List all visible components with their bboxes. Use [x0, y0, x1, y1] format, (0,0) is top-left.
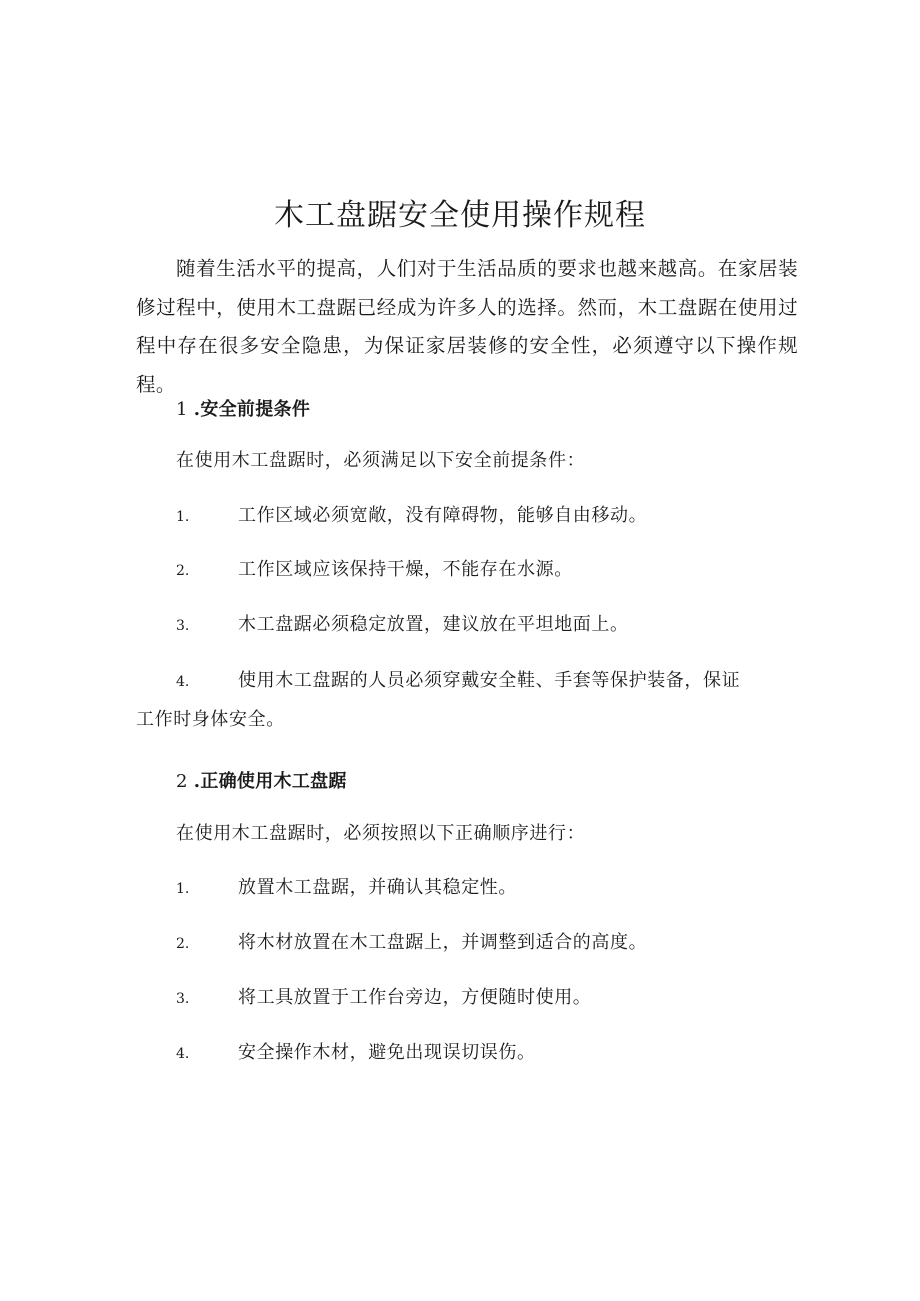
list-item-text: 工作区域必须宽敞，没有障碍物，能够自由移动。 — [238, 505, 648, 526]
list-item-text: 安全操作木材，避免出现误切误伤。 — [238, 1042, 536, 1063]
list-item — [136, 551, 756, 590]
list-item-index: 1. — [176, 881, 190, 897]
list-item-index: 3. — [176, 991, 190, 1007]
list-item-text: 工作区域应该保持干燥，不能存在水源。 — [238, 559, 573, 580]
section-lead: 在使用木工盘踞时，必须按照以下正确顺序进行： — [176, 823, 586, 844]
section-title: .安全前提条件 — [193, 399, 311, 420]
list-item — [136, 662, 756, 739]
list-item-index: 4. — [176, 1046, 190, 1062]
list-item — [136, 497, 756, 536]
section-heading — [176, 395, 310, 425]
section-heading — [176, 767, 347, 797]
section-number: 1 — [176, 399, 188, 420]
list-item — [136, 1034, 756, 1073]
list-item-index: 2. — [176, 563, 190, 579]
list-item — [136, 606, 756, 645]
list-item-text: 将木材放置在木工盘踞上，并调整到适合的高度。 — [238, 932, 648, 953]
intro-paragraph: 随着生活水平的提高，人们对于生活品质的要求也越来越高。在家居装修过程中，使用木工盘踞已经成为许多人的选择。然而，木工盘踞在使用过程中存在很多安全隐患，为保证家居装修的安全性，必须遵守以下操作规程。 — [136, 257, 798, 396]
list-item-text: 放置木工盘踞，并确认其稳定性。 — [238, 877, 517, 898]
list-item-text: 使用木工盘踞的人员必须穿戴安全鞋、手套等保护装备，保证工作时身体安全。 — [136, 670, 741, 730]
document-title: 木工盘踞安全使用操作规程 — [274, 198, 646, 233]
list-item — [136, 869, 756, 908]
section-title: .正确使用木工盘踞 — [193, 771, 347, 792]
list-item-index: 1. — [176, 509, 190, 525]
list-item-index: 2. — [176, 936, 190, 952]
list-item-text: 木工盘踞必须稳定放置，建议放在平坦地面上。 — [238, 614, 629, 635]
list-item — [136, 979, 756, 1018]
list-item-text: 将工具放置于工作台旁边，方便随时使用。 — [238, 987, 592, 1008]
section-lead: 在使用木工盘踞时，必须满足以下安全前提条件： — [176, 450, 586, 471]
section-number: 2 — [176, 771, 188, 792]
list-item — [136, 924, 756, 963]
list-item-index: 3. — [176, 618, 190, 634]
list-item-index: 4. — [176, 674, 190, 690]
